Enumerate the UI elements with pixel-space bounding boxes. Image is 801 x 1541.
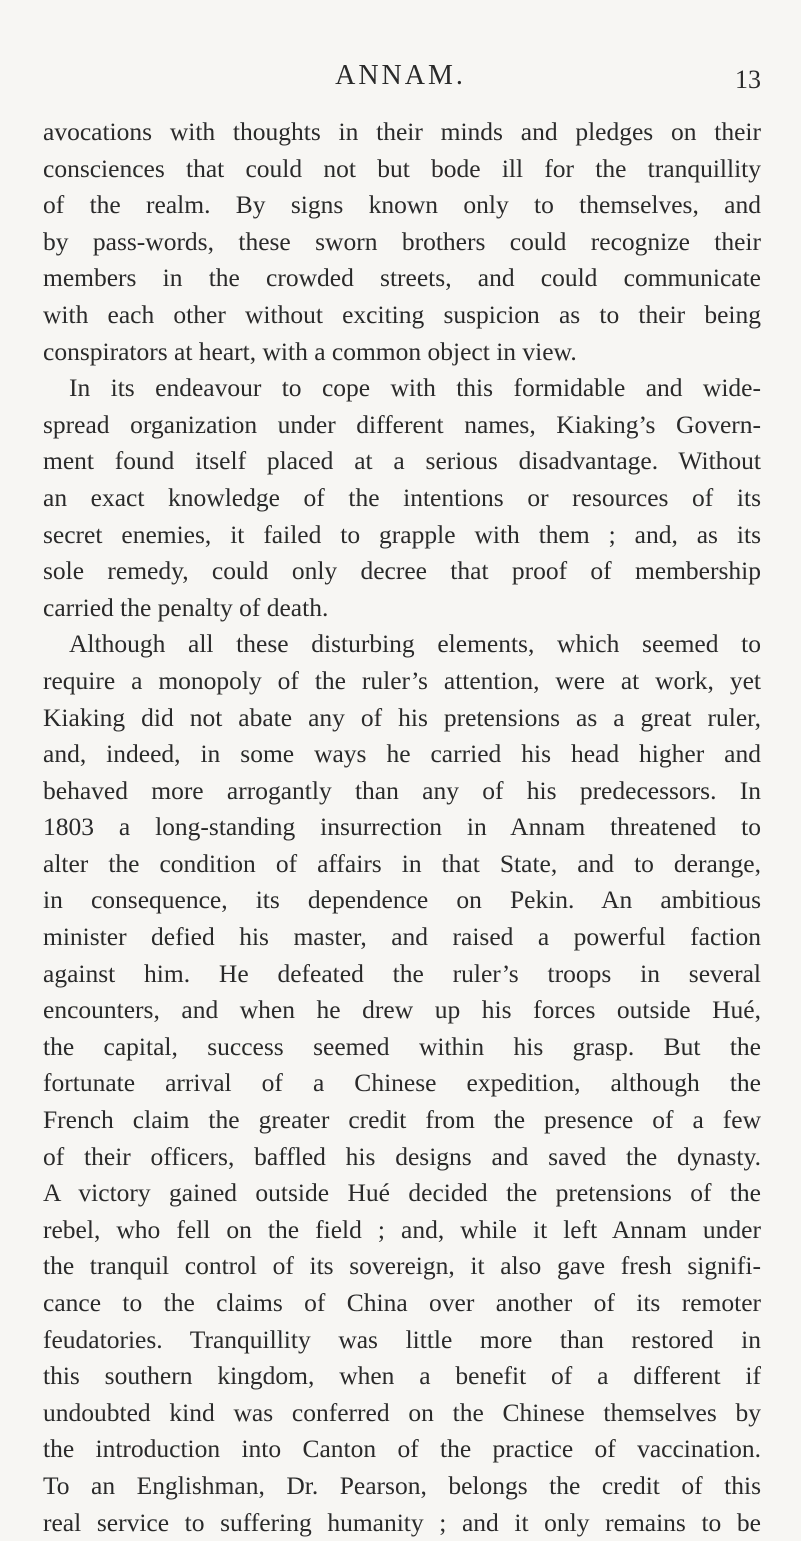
text-line: with each other without exciting suspicion as to their being — [43, 299, 761, 329]
text-line: the tranquil control of its sovereign, it also gave fresh signifi- — [43, 1251, 761, 1281]
text-line: in consequence, its dependence on Pekin. An ambitious — [43, 885, 761, 915]
text-line: 1803 a long-standing insurrection in Annam threatened to — [43, 812, 761, 842]
text-line: minister defied his master, and raised a powerful faction — [43, 922, 761, 952]
body-text — [43, 114, 761, 1541]
text-line: rebel, who fell on the field ; and, while it left Annam under — [43, 1214, 761, 1244]
text-line: Kiaking did not abate any of his pretensions as a great ruler, — [43, 702, 761, 732]
text-line: an exact knowledge of the intentions or resources of its — [43, 482, 761, 512]
text-line: carried the penalty of death. — [43, 592, 329, 622]
text-line: fortunate arrival of a Chinese expedition, although the — [43, 1068, 761, 1098]
running-title: ANNAM. — [335, 60, 466, 91]
text-line: against him. He defeated the ruler’s troops in several — [43, 958, 761, 988]
text-line: A victory gained outside Hué decided the pretensions of the — [43, 1178, 761, 1208]
text-line: of their officers, baffled his designs and saved the dynasty. — [43, 1141, 761, 1171]
text-line: members in the crowded streets, and could communicate — [43, 263, 761, 293]
text-line: consciences that could not but bode ill for the tranquillity — [43, 153, 761, 183]
text-line: the introduction into Canton of the practice of vaccination. — [43, 1434, 761, 1464]
text-line: behaved more arrogantly than any of his predecessors. In — [43, 775, 761, 805]
text-line: of the realm. By signs known only to themselves, and — [43, 190, 761, 220]
text-line: To an Englishman, Dr. Pearson, belongs the credit of this — [43, 1470, 761, 1500]
text-line: real service to suffering humanity ; and it only remains to be — [43, 1507, 761, 1537]
text-line: French claim the greater credit from the presence of a few — [43, 1105, 761, 1135]
text-line: cance to the claims of China over another of its remoter — [43, 1288, 761, 1317]
text-line: the capital, success seemed within his grasp. But the — [43, 1031, 761, 1061]
text-line: conspirators at heart, with a common object in view. — [43, 336, 577, 366]
running-head — [0, 56, 801, 96]
text-line: spread organization under different names, Kiaking’s Govern- — [43, 409, 761, 439]
text-line: alter the condition of affairs in that State, and to derange, — [43, 848, 761, 878]
text-line: Although all these disturbing elements, which seemed to — [69, 629, 761, 659]
text-line: secret enemies, it failed to grapple with them ; and, as its — [43, 519, 761, 549]
text-line: avocations with thoughts in their minds and pledges on their — [43, 117, 761, 146]
text-line: undoubted kind was conferred on the Chinese themselves by — [43, 1397, 761, 1427]
text-line: require a monopoly of the ruler’s attention, were at work, yet — [43, 665, 761, 695]
text-line: sole remedy, could only decree that proof of membership — [43, 556, 761, 586]
text-line: and, indeed, in some ways he carried his head higher and — [43, 739, 761, 769]
text-line: In its endeavour to cope with this formidable and wide- — [69, 373, 761, 403]
text-line: feudatories. Tranquillity was little more than restored in — [43, 1324, 761, 1354]
text-line: this southern kingdom, when a benefit of a different if — [43, 1361, 761, 1391]
text-line: encounters, and when he drew up his forces outside Hué, — [43, 995, 761, 1025]
page-number: 13 — [735, 65, 761, 94]
text-line: ment found itself placed at a serious disadvantage. Without — [43, 446, 761, 476]
text-line: by pass-words, these sworn brothers could recognize their — [43, 226, 761, 256]
